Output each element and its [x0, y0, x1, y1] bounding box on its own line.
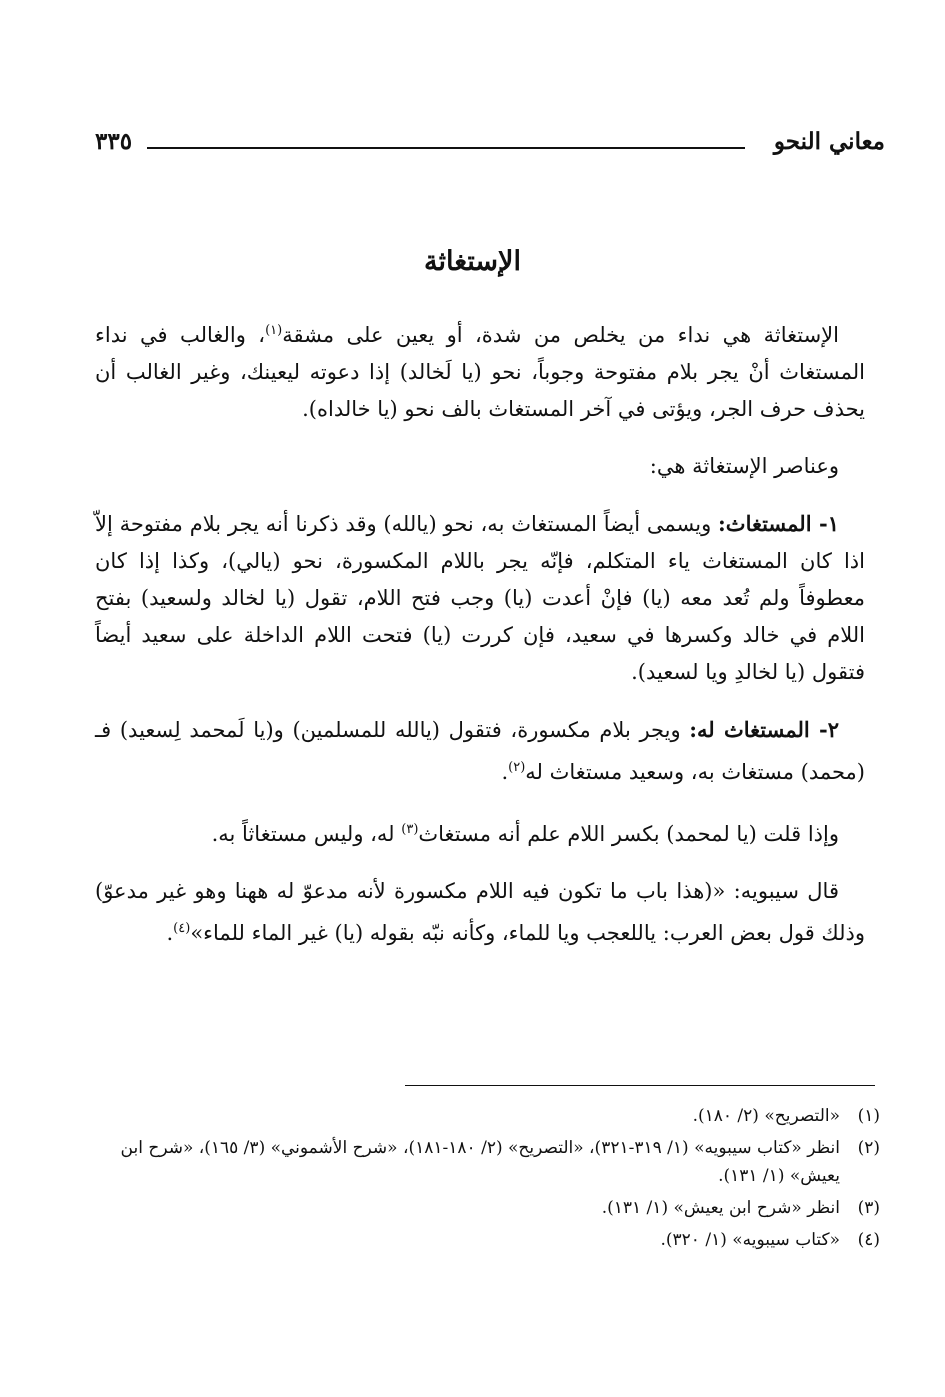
footnote: (٣) انظر «شرح ابن يعيش» (١/ ١٣١).	[601, 1198, 880, 1218]
footnote-rule	[405, 1085, 875, 1086]
term-label: ١- المستغاث:	[718, 511, 839, 536]
footnote-ref-3: (٣)	[401, 822, 419, 837]
footnote: (٢) انظر «كتاب سيبويه» (١/ ٣١٩-٣٢١)، «التصريح» (٢/ ١٨٠-١٨١)، «شرح الأشموني» (٣/ ١٦٥)، «شرح ابن يعيش» (١/ ١٣١).	[120, 1138, 880, 1186]
footnote-ref-2: (٢)	[508, 760, 526, 775]
page-header	[95, 120, 885, 168]
chapter-title: الإستغاثة	[424, 246, 521, 277]
page-number: ٣٣٥	[95, 128, 133, 155]
term-label: ٢- المستغاث له:	[689, 717, 839, 742]
footnote-ref-1: (١)	[265, 323, 283, 338]
footnote: (١) «التصريح» (٢/ ١٨٠).	[692, 1106, 880, 1126]
header-rule	[147, 147, 745, 149]
paragraph-definition: الإستغاثة هي نداء من يخلص من شدة، أو يعين على مشقة$^{(١)}$، والغالب في نداء المستغاث أنْ يجر بلام مفتوحة وجوباً، نحو (يا لَخالد) إذا دعوته ليعينك، وغير الغالب أن يحذف حرف الجر، ويؤتى في آخر المستغاث بالف نحو (يا خالداه).	[95, 323, 865, 421]
list-item-mustaghath: ١- المستغاث: ويسمى أيضاً المستغاث به، نحو (يالله) وقد ذكرنا أنه يجر بلام مفتوحة إلاّ اذا كان المستغاث ياء المتكلم، فإنّه يجر باللام المكسورة، نحو (يالي)، وكذا إذا كان معطوفاً ولم تُعد معه (يا) فإنْ أعدت (يا) وجب فتح اللام، تقول (يا لخالد ولسعيد) بفتح اللام في خالد وكسرها في سعيد، فإن كررت (يا) فتحت اللام الداخلة على سعيد أيضاً فتقول (يا لخالدِ ويا لسعيد).	[95, 511, 865, 684]
paragraph-elements-intro: وعناصر الإستغاثة هي:	[649, 454, 839, 478]
paragraph-sibawayh-quote: قال سيبويه: «(هذا باب ما تكون فيه اللام مكسورة لأنه مدعوّ له ههنا وهو غير مدعوّ) وذلك قول بعض العرب: ياللعجب ويا للماء، وكأنه نبّه بقوله (يا) غير الماء للماء»$^{(٤)}$.	[95, 879, 865, 945]
footnote-ref-4: (٤)	[173, 921, 191, 936]
running-title: معاني النحو	[773, 128, 885, 155]
footnotes	[95, 1102, 880, 1258]
body-text	[95, 312, 865, 964]
paragraph-kasr: وإذا قلت (يا لمحمد) بكسر اللام علم أنه مستغاث$^{(٣)}$ له، وليس مستغاثاً به.	[211, 822, 839, 846]
list-item-mustaghath-lahu: ٢- المستغاث له: ويجر بلام مكسورة، فتقول (يالله للمسلمين) و(يا لَمحمد لِسعيد) فـ (محمد) مستغاث به، وسعيد مستغاث له$^{(٢)}$.	[95, 717, 865, 784]
footnote: (٤) «كتاب سيبويه» (١/ ٣٢٠).	[660, 1230, 880, 1250]
